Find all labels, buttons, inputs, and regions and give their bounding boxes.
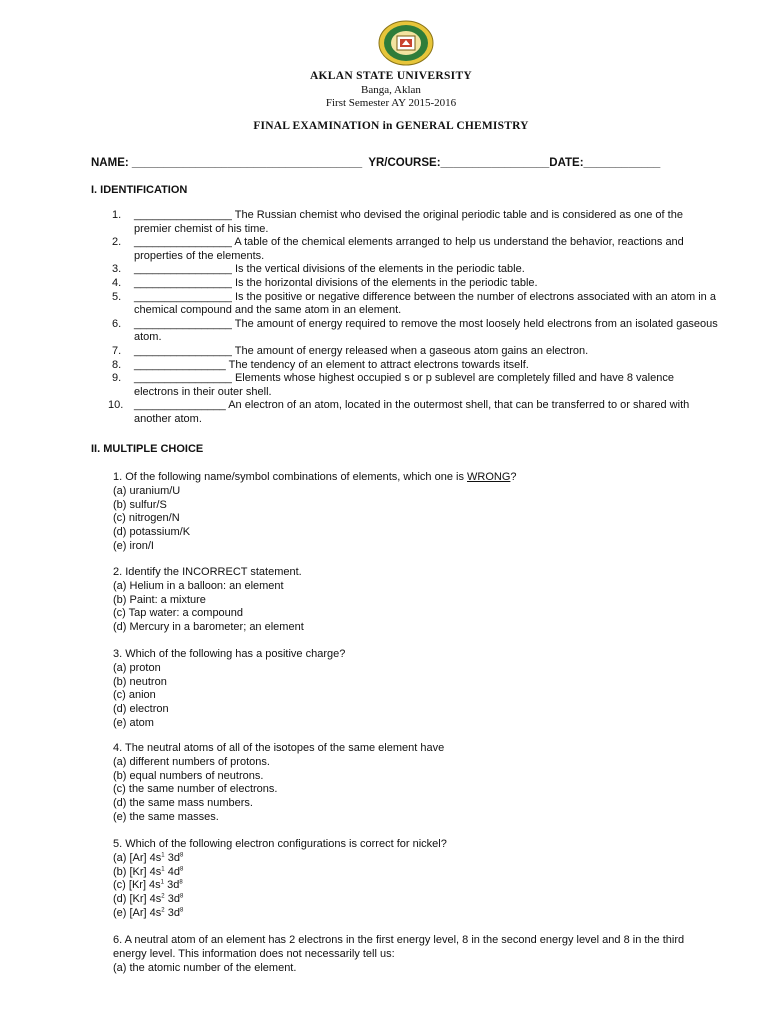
answer-option: (d) electron — [113, 703, 169, 716]
question-1 — [113, 471, 713, 554]
question-stem: 1. Of the following name/symbol combinations of elements, which one is WRONG? — [113, 471, 517, 483]
answer-option: (d) potassium/K — [113, 526, 191, 539]
section-heading-identification: I. IDENTIFICATION — [91, 184, 188, 196]
section-heading-multiple-choice: II. MULTIPLE CHOICE — [91, 443, 204, 455]
name-label: NAME: — [91, 157, 132, 169]
answer-option: (c) anion — [113, 689, 156, 702]
question-stem: 2. Identify the INCORRECT statement. — [113, 566, 302, 578]
list-item: 2. ________________ A table of the chemical elements arranged to help us understand the behavior, reactions and properties of the elements. — [112, 236, 684, 262]
answer-option: (d) Mercury in a barometer; an element — [113, 621, 304, 634]
question-stem: 4. The neutral atoms of all of the isotopes of the same element have — [113, 742, 445, 754]
list-item: 1. ________________ The Russian chemist who devised the original periodic table and is considered as one of the premier chemist of his time. — [112, 209, 683, 235]
question-4 — [113, 742, 713, 825]
answer-option: (b) sulfur/S — [113, 498, 167, 511]
list-item: 9. ________________ Elements whose highest occupied s or p sublevel are completely filled and have 8 valence electrons in their outer shell. — [112, 372, 674, 398]
answer-option: (c) the same number of electrons. — [113, 783, 278, 796]
list-item: 5. ________________ Is the positive or negative difference between the number of electrons associated with an atom in a chemical compound and the same atom in an element. — [112, 290, 716, 317]
answer-option: (b) [Kr] $4s^1$ $4d^8$ — [113, 865, 184, 878]
list-item: 10. _______________ An electron of an atom, located in the outermost shell, that can be transferred to or shared with another atom. — [108, 399, 690, 425]
course-blank: _________________ — [440, 157, 550, 169]
list-item: 4. ________________ Is the horizontal divisions of the elements in the periodic table. — [112, 276, 538, 289]
list-item: 7. ________________ The amount of energy released when a gaseous atom gains an electron. — [112, 344, 589, 357]
list-item: 6. ________________ The amount of energy required to remove the most loosely held electrons from an isolated gaseous atom. — [112, 317, 718, 344]
semester-label: First Semester AY 2015-2016 — [325, 97, 457, 109]
university-address: Banga, Aklan — [361, 84, 421, 96]
answer-option: (c) nitrogen/N — [113, 512, 180, 525]
answer-option: (a) uranium/U — [113, 484, 181, 497]
answer-option: (b) equal numbers of neutrons. — [113, 769, 264, 782]
university-name: AKLAN STATE UNIVERSITY — [309, 70, 473, 82]
emphasis-word: WRONG — [467, 471, 511, 483]
answer-option: (d) [Kr] $4s^2$ $3d^8$ — [113, 893, 184, 906]
student-info-row — [91, 157, 660, 171]
question-2 — [113, 566, 713, 635]
question-5 — [113, 838, 713, 921]
answer-option: (d) the same mass numbers. — [113, 797, 253, 810]
answer-option: (a) [Ar] $4s^1$ $3d^8$ — [113, 851, 184, 864]
date-blank: ____________ — [583, 157, 661, 169]
answer-option: (e) the same masses. — [113, 810, 219, 823]
answer-option: (e) atom — [113, 716, 154, 729]
name-blank: ____________________________________ — [131, 157, 363, 169]
identification-list — [108, 209, 718, 427]
answer-option: (a) Helium in a balloon: an element — [113, 579, 284, 592]
answer-option: (c) [Kr] $4s^1$ $3d^8$ — [113, 879, 183, 892]
answer-option: (e) [Ar] $4s^2$ $3d^8$ — [113, 906, 184, 919]
answer-option: (a) the atomic number of the element. — [113, 961, 297, 974]
answer-option: (b) neutron — [113, 675, 167, 688]
answer-option: (c) Tap water: a compound — [113, 607, 244, 620]
question-stem: 6. A neutral atom of an element has 2 electrons in the first energy level, 8 in the second energy level and 8 in the third energy level. This information does not necessarily tell us: — [113, 934, 685, 960]
answer-option: (a) proton — [113, 661, 161, 674]
answer-option: (a) different numbers of protons. — [113, 755, 270, 768]
list-item: 8. _______________ The tendency of an element to attract electrons towards itself. — [112, 358, 529, 371]
answer-option: (b) Paint: a mixture — [113, 593, 206, 606]
university-seal-icon — [378, 20, 434, 66]
question-stem: 3. Which of the following has a positive charge? — [113, 648, 346, 660]
question-6 — [113, 934, 713, 975]
answer-option: (e) iron/I — [113, 539, 154, 552]
date-label: DATE: — [549, 157, 584, 169]
course-label: YR/COURSE: — [362, 157, 441, 169]
question-3 — [113, 648, 713, 731]
question-stem: 5. Which of the following electron configurations is correct for nickel? — [113, 838, 447, 850]
list-item: 3. ________________ Is the vertical divisions of the elements in the periodic table. — [112, 263, 525, 276]
exam-title: FINAL EXAMINATION in GENERAL CHEMISTRY — [253, 120, 529, 132]
